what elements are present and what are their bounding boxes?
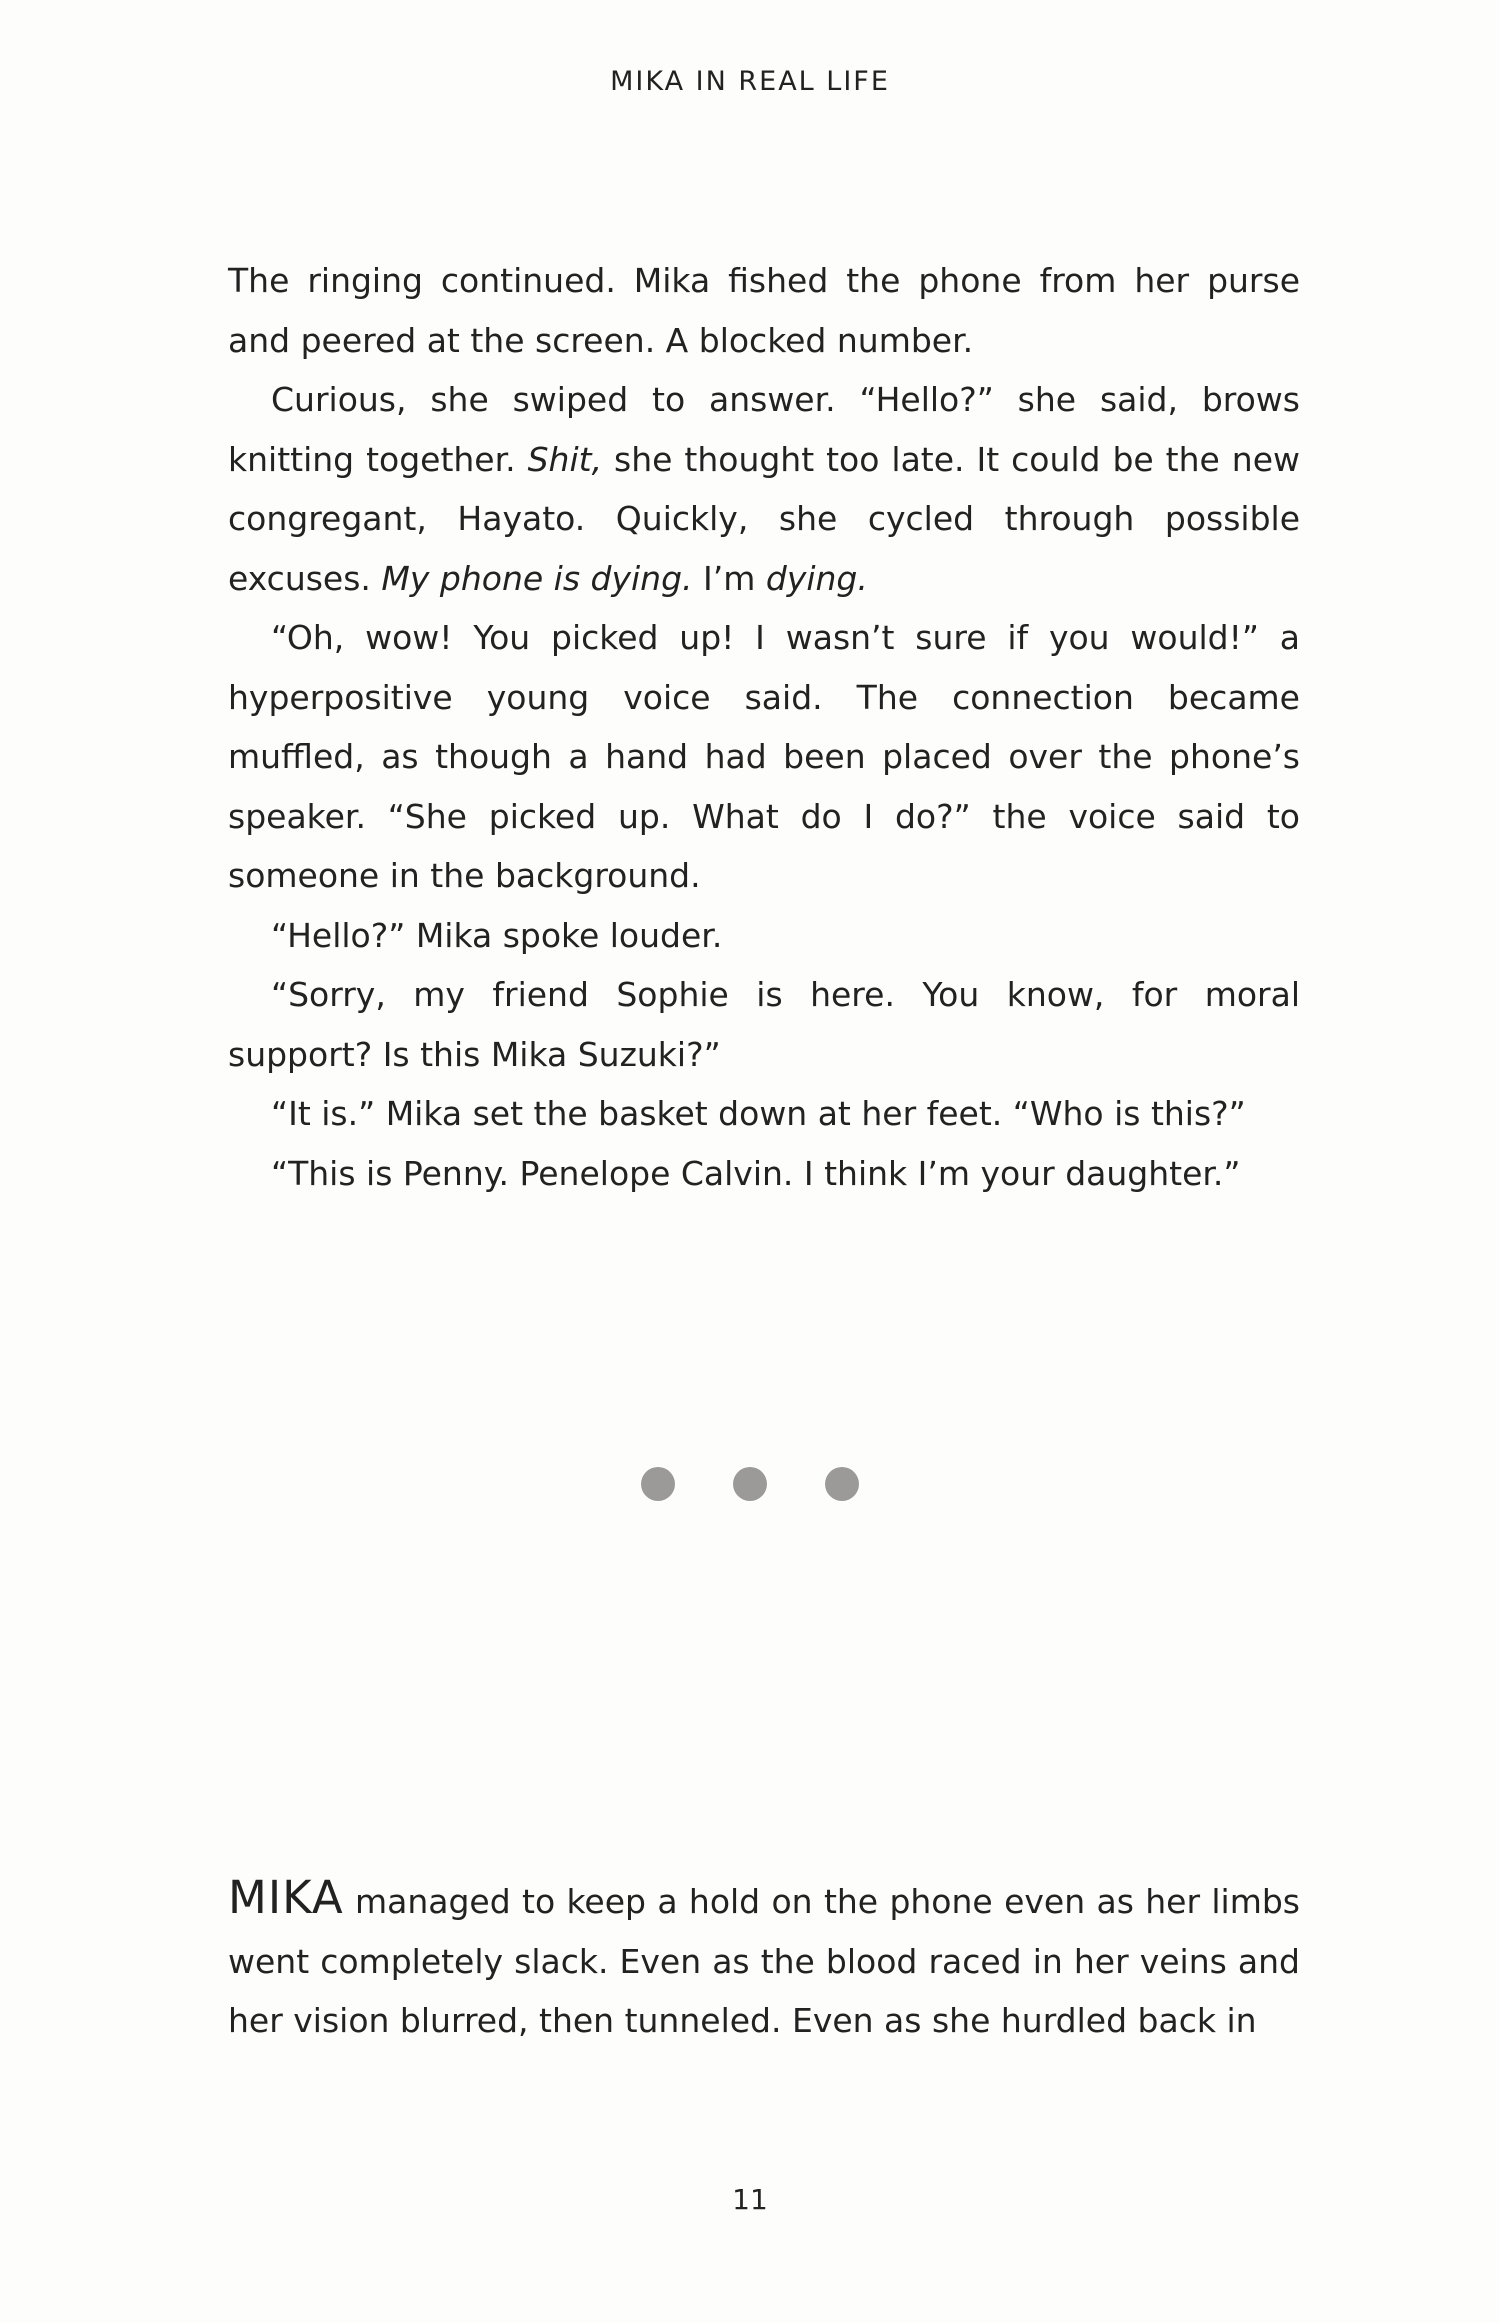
paragraph-2-text-a: Curious, she swiped to answer. “Hello?” she said, brows knitting together. [228,380,1300,479]
paragraph-5: “Sorry, my friend Sophie is here. You know, for moral support? Is this Mika Suzuki?” [228,975,1300,1074]
page-number: 11 [732,2183,768,2216]
scene-break-ornament [0,1467,1500,1503]
paragraph-7: “This is Penny. Penelope Calvin. I think I’m your daughter.” [271,1153,1241,1193]
paragraph-4: “Hello?” Mika spoke louder. [271,915,723,955]
paragraph-2-italic-dying: dying. [765,558,868,598]
scene-break-dot-icon [733,1467,767,1501]
text-block-scene-one [228,251,1300,1203]
paragraph-6: “It is.” Mika set the basket down at her feet. “Who is this?” [271,1094,1246,1133]
running-head: MIKA IN REAL LIFE [610,66,890,97]
paragraph-2-text-e: I’m [692,558,766,598]
scene-break-dot-icon [825,1467,859,1501]
paragraph-2-italic-phone-dying: My phone is dying. [381,558,693,598]
paragraph-2-italic-shit: Shit, [527,439,603,479]
paragraph-3: “Oh, wow! You picked up! I wasn’t sure if you would!” a hyperpositive young voice said. The connection became muffled, as though a hand had been placed over the phone’s speaker. “She picked up. What do I do?” the voice said to someone in the background. [228,618,1300,895]
scene-break-dot-icon [641,1467,675,1501]
section-two-text: managed to keep a hold on the phone even as her limbs went completely slack. Even as the blood raced in her veins and her vision blurred, then tunneled. Even as she hurdled back in [228,1882,1300,2040]
paragraph-2 [228,370,1300,608]
text-block-scene-two [228,1868,1300,2051]
section-two-paragraph [228,1868,1300,2051]
paragraph-1: The ringing continued. Mika fished the phone from her purse and peered at the screen. A blocked number. [228,261,1300,360]
lead-word-caps: MIKA [228,1871,344,1924]
paragraph-2-text-c: she thought too late. It could be the new congregant, Hayato. Quickly, she cycled through possible excuses. [228,439,1300,598]
